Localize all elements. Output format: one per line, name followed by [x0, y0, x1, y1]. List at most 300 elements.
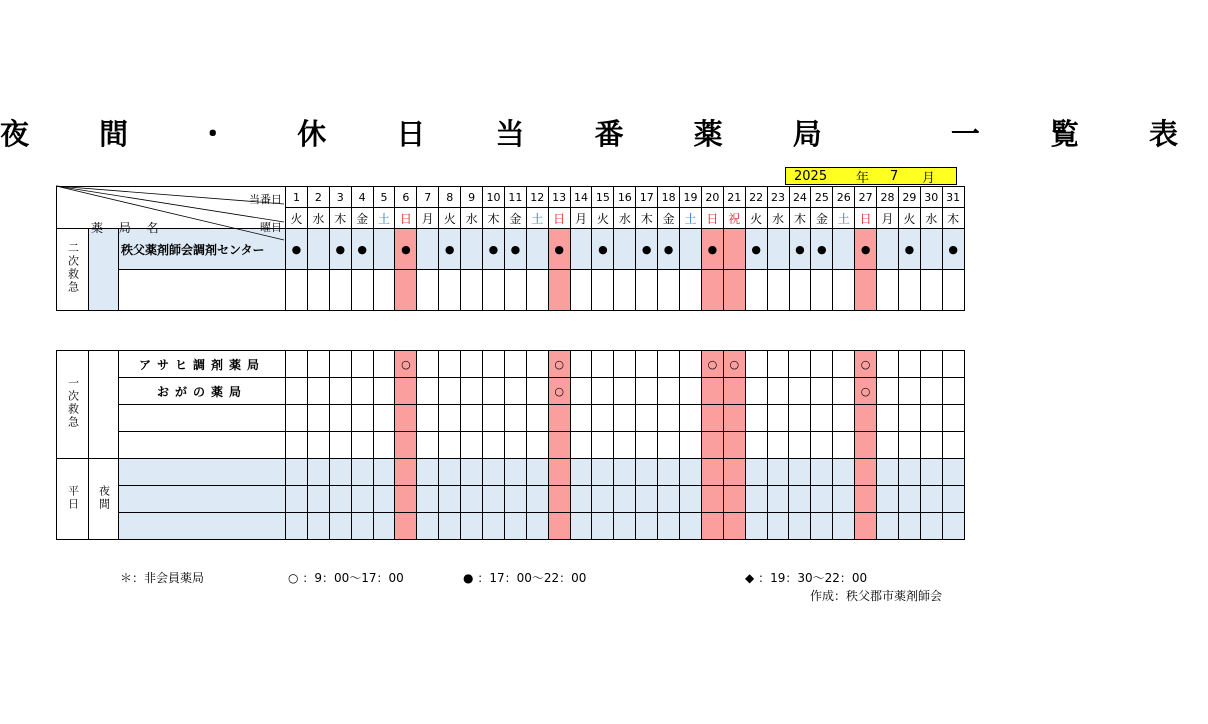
duty-cell — [767, 405, 789, 432]
duty-cell — [767, 229, 789, 270]
secondary-label — [57, 229, 89, 311]
duty-cell — [307, 432, 329, 459]
weekday-cell: 金 — [811, 208, 833, 229]
duty-cell — [439, 270, 461, 311]
duty-cell — [614, 486, 636, 513]
duty-cell — [439, 405, 461, 432]
duty-cell — [614, 513, 636, 540]
legend-ring — [288, 569, 404, 586]
duty-cell — [898, 432, 920, 459]
duty-cell — [658, 270, 680, 311]
duty-cell: ● — [789, 229, 811, 270]
duty-cell — [745, 270, 767, 311]
weekday-cell: 日 — [548, 208, 570, 229]
duty-cell — [636, 513, 658, 540]
duty-cell — [417, 432, 439, 459]
ring-symbol: ○ — [288, 571, 299, 585]
duty-cell — [636, 270, 658, 311]
duty-cell: ● — [701, 229, 723, 270]
duty-cell — [789, 459, 811, 486]
pharmacy-name — [119, 432, 286, 459]
duty-cell — [855, 405, 877, 432]
duty-cell — [548, 486, 570, 513]
duty-cell — [877, 351, 899, 378]
duty-cell — [745, 486, 767, 513]
duty-cell — [920, 351, 942, 378]
duty-cell — [855, 270, 877, 311]
duty-cell — [723, 486, 745, 513]
duty-cell — [614, 378, 636, 405]
duty-cell — [373, 405, 395, 432]
day-number: 1 — [286, 187, 308, 208]
duty-cell: ○ — [395, 351, 417, 378]
primary-row — [57, 378, 965, 405]
pharmacy-name — [119, 405, 286, 432]
duty-cell — [877, 513, 899, 540]
duty-cell — [636, 378, 658, 405]
duty-cell — [877, 459, 899, 486]
pharmacy-name: アサヒ調剤薬局 — [119, 351, 286, 378]
duty-cell — [592, 432, 614, 459]
duty-cell — [811, 513, 833, 540]
duty-cell — [395, 432, 417, 459]
duty-cell — [920, 513, 942, 540]
weekday-cell: 火 — [286, 208, 308, 229]
duty-cell — [767, 486, 789, 513]
weekday-cell: 木 — [942, 208, 964, 229]
duty-cell — [417, 351, 439, 378]
day-number: 24 — [789, 187, 811, 208]
duty-cell — [942, 270, 964, 311]
duty-cell — [526, 459, 548, 486]
duty-cell — [723, 378, 745, 405]
duty-cell — [789, 378, 811, 405]
day-number: 5 — [373, 187, 395, 208]
duty-cell — [636, 351, 658, 378]
duty-cell — [614, 351, 636, 378]
ring-time: ：9：00～17：00 — [302, 571, 404, 585]
duty-cell: ● — [942, 229, 964, 270]
duty-cell — [307, 378, 329, 405]
duty-cell — [877, 486, 899, 513]
duty-cell — [767, 432, 789, 459]
duty-cell — [286, 405, 308, 432]
duty-cell — [526, 486, 548, 513]
duty-cell — [329, 270, 351, 311]
day-number: 4 — [351, 187, 373, 208]
weekday-night-row — [57, 486, 965, 513]
duty-cell — [504, 513, 526, 540]
period-box — [785, 167, 957, 185]
duty-cell — [745, 459, 767, 486]
duty-cell — [898, 513, 920, 540]
weekday-cell: 月 — [877, 208, 899, 229]
duty-cell — [483, 486, 505, 513]
duty-cell — [898, 486, 920, 513]
duty-cell: ● — [483, 229, 505, 270]
duty-cell — [723, 405, 745, 432]
day-number: 21 — [723, 187, 745, 208]
duty-cell — [307, 486, 329, 513]
duty-cell — [417, 378, 439, 405]
duty-cell — [483, 513, 505, 540]
duty-cell — [461, 229, 483, 270]
duty-cell — [548, 459, 570, 486]
pharmacy-name — [119, 513, 286, 540]
duty-cell — [570, 270, 592, 311]
legend-dot — [463, 569, 586, 586]
day-number: 7 — [417, 187, 439, 208]
duty-cell — [373, 432, 395, 459]
duty-cell — [504, 459, 526, 486]
duty-cell — [877, 270, 899, 311]
duty-cell — [723, 270, 745, 311]
day-number: 27 — [855, 187, 877, 208]
weekday-cell: 木 — [789, 208, 811, 229]
header-diagonal-lines — [56, 186, 286, 240]
duty-cell — [920, 229, 942, 270]
duty-cell — [745, 513, 767, 540]
duty-cell — [439, 513, 461, 540]
duty-cell — [658, 459, 680, 486]
duty-cell: ● — [439, 229, 461, 270]
day-number: 29 — [898, 187, 920, 208]
duty-cell: ● — [592, 229, 614, 270]
night-label — [89, 459, 119, 540]
duty-cell: ● — [745, 229, 767, 270]
duty-cell — [614, 405, 636, 432]
duty-cell — [680, 229, 702, 270]
duty-cell — [395, 378, 417, 405]
weekday-label-text: 平日 — [66, 484, 80, 511]
duty-cell — [351, 270, 373, 311]
period-month-label: 月 — [922, 170, 936, 186]
duty-cell — [504, 270, 526, 311]
duty-cell — [680, 459, 702, 486]
duty-cell — [614, 270, 636, 311]
duty-cell — [373, 229, 395, 270]
duty-cell — [504, 432, 526, 459]
weekday-cell: 木 — [329, 208, 351, 229]
secondary-blank — [89, 229, 119, 311]
duty-cell — [833, 459, 855, 486]
duty-cell — [898, 351, 920, 378]
duty-cell — [286, 378, 308, 405]
weekday-cell: 日 — [395, 208, 417, 229]
duty-cell — [548, 405, 570, 432]
day-number: 15 — [592, 187, 614, 208]
day-number: 8 — [439, 187, 461, 208]
duty-cell — [680, 513, 702, 540]
duty-cell — [701, 378, 723, 405]
day-number: 18 — [658, 187, 680, 208]
duty-cell: ● — [395, 229, 417, 270]
duty-cell — [286, 459, 308, 486]
day-number: 9 — [461, 187, 483, 208]
duty-cell — [767, 378, 789, 405]
day-number: 20 — [701, 187, 723, 208]
weekday-cell: 水 — [614, 208, 636, 229]
pharmacy-name-label: 薬 局 名 — [91, 221, 165, 235]
nonmember-note: ＊：非会員薬局 — [120, 571, 205, 585]
duty-cell — [570, 229, 592, 270]
duty-cell — [307, 270, 329, 311]
day-number: 17 — [636, 187, 658, 208]
duty-cell — [373, 351, 395, 378]
duty-cell — [942, 405, 964, 432]
duty-cell — [920, 459, 942, 486]
duty-cell — [548, 513, 570, 540]
duty-cell — [570, 378, 592, 405]
duty-cell — [417, 513, 439, 540]
primary-label — [57, 351, 89, 459]
duty-cell — [329, 459, 351, 486]
weekday-night-row — [57, 459, 965, 486]
duty-cell — [877, 405, 899, 432]
duty-cell — [680, 432, 702, 459]
duty-cell — [351, 513, 373, 540]
weekday-cell: 月 — [417, 208, 439, 229]
duty-cell — [351, 378, 373, 405]
duty-cell — [526, 270, 548, 311]
duty-cell — [439, 351, 461, 378]
duty-cell — [307, 229, 329, 270]
duty-cell — [329, 432, 351, 459]
duty-cell: ○ — [548, 378, 570, 405]
duty-cell: ● — [636, 229, 658, 270]
duty-cell — [417, 405, 439, 432]
night-label-text: 夜間 — [97, 484, 111, 511]
duty-cell — [767, 513, 789, 540]
day-number: 3 — [329, 187, 351, 208]
weekday-cell: 水 — [307, 208, 329, 229]
duty-cell — [745, 378, 767, 405]
duty-cell — [636, 432, 658, 459]
day-number: 30 — [920, 187, 942, 208]
day-number: 2 — [307, 187, 329, 208]
duty-cell — [373, 513, 395, 540]
duty-cell — [855, 459, 877, 486]
dot-time: ：17：00～22：00 — [477, 571, 587, 585]
duty-cell — [877, 378, 899, 405]
duty-cell — [504, 351, 526, 378]
diamond-time: ：19：30～22：00 — [758, 571, 868, 585]
duty-cell — [417, 270, 439, 311]
duty-cell — [680, 486, 702, 513]
duty-cell — [461, 378, 483, 405]
duty-cell: ● — [811, 229, 833, 270]
duty-cell — [329, 378, 351, 405]
weekday-cell: 水 — [920, 208, 942, 229]
duty-cell — [701, 405, 723, 432]
duty-cell — [767, 351, 789, 378]
weekday-cell: 月 — [570, 208, 592, 229]
duty-cell — [307, 405, 329, 432]
duty-cell — [373, 378, 395, 405]
duty-cell — [855, 513, 877, 540]
duty-cell: ○ — [855, 351, 877, 378]
duty-cell — [658, 351, 680, 378]
duty-cell — [548, 270, 570, 311]
duty-cell: ● — [504, 229, 526, 270]
duty-cell — [439, 432, 461, 459]
legend-diamond — [745, 569, 867, 586]
period-year-label: 年 — [856, 170, 870, 186]
duty-cell — [461, 459, 483, 486]
duty-cell — [745, 405, 767, 432]
duty-cell: ● — [329, 229, 351, 270]
pharmacy-name: おがの薬局 — [119, 378, 286, 405]
duty-cell — [570, 513, 592, 540]
duty-cell — [833, 378, 855, 405]
day-number: 10 — [483, 187, 505, 208]
duty-cell — [614, 229, 636, 270]
duty-cell — [526, 229, 548, 270]
duty-cell — [942, 513, 964, 540]
duty-cell — [417, 229, 439, 270]
duty-cell — [570, 486, 592, 513]
duty-cell — [789, 513, 811, 540]
page-title: 夜 間 ・ 休 日 当 番 薬 局 一 覧 表 — [0, 117, 1208, 151]
duty-cell — [570, 405, 592, 432]
duty-cell — [286, 432, 308, 459]
duty-cell — [701, 486, 723, 513]
duty-cell: ● — [548, 229, 570, 270]
weekday-cell: 木 — [483, 208, 505, 229]
duty-cell — [833, 229, 855, 270]
duty-cell — [286, 270, 308, 311]
day-number: 14 — [570, 187, 592, 208]
duty-cell — [920, 486, 942, 513]
pharmacy-name — [119, 486, 286, 513]
duty-cell — [811, 432, 833, 459]
duty-cell — [636, 486, 658, 513]
duty-cell — [439, 459, 461, 486]
duty-cell — [417, 486, 439, 513]
diamond-symbol: ◆ — [745, 571, 755, 585]
author-note: 作成：秩父郡市薬剤師会 — [810, 589, 943, 603]
duty-cell — [942, 378, 964, 405]
duty-cell — [833, 351, 855, 378]
duty-cell: ○ — [723, 351, 745, 378]
duty-cell — [658, 378, 680, 405]
duty-cell — [658, 432, 680, 459]
duty-cell — [526, 405, 548, 432]
duty-cell — [592, 459, 614, 486]
duty-cell — [811, 486, 833, 513]
duty-cell — [483, 378, 505, 405]
duty-cell — [680, 270, 702, 311]
duty-cell — [833, 270, 855, 311]
duty-cell — [526, 432, 548, 459]
duty-cell — [307, 351, 329, 378]
duty-cell — [920, 405, 942, 432]
day-number: 31 — [942, 187, 964, 208]
duty-cell: ● — [351, 229, 373, 270]
duty-cell — [723, 432, 745, 459]
duty-cell — [833, 513, 855, 540]
weekday-cell: 日 — [701, 208, 723, 229]
duty-cell — [373, 459, 395, 486]
duty-cell — [592, 513, 614, 540]
duty-cell — [811, 351, 833, 378]
duty-cell — [789, 432, 811, 459]
duty-cell — [526, 513, 548, 540]
primary-row — [57, 432, 965, 459]
duty-cell — [461, 351, 483, 378]
weekday-cell: 金 — [504, 208, 526, 229]
weekday-cell: 土 — [373, 208, 395, 229]
duty-cell — [723, 513, 745, 540]
duty-cell — [592, 270, 614, 311]
duty-cell — [483, 432, 505, 459]
duty-cell — [286, 486, 308, 513]
duty-cell — [614, 459, 636, 486]
duty-cell — [439, 378, 461, 405]
duty-cell — [570, 459, 592, 486]
duty-cell — [833, 405, 855, 432]
duty-cell — [898, 405, 920, 432]
duty-cell — [745, 351, 767, 378]
duty-cell — [680, 351, 702, 378]
pharmacy-name — [119, 270, 286, 311]
duty-cell — [329, 486, 351, 513]
weekday-label — [57, 459, 89, 540]
duty-cell — [461, 405, 483, 432]
duty-cell — [701, 270, 723, 311]
duty-cell: ● — [855, 229, 877, 270]
weekday-cell: 火 — [592, 208, 614, 229]
duty-cell — [329, 405, 351, 432]
day-number: 28 — [877, 187, 899, 208]
duty-cell — [395, 513, 417, 540]
day-number: 13 — [548, 187, 570, 208]
duty-cell — [614, 432, 636, 459]
duty-cell — [483, 459, 505, 486]
duty-cell — [701, 432, 723, 459]
duty-cell — [395, 270, 417, 311]
weekday-cell: 祝 — [723, 208, 745, 229]
primary-row — [57, 351, 965, 378]
dot-symbol: ● — [463, 571, 474, 585]
day-number: 19 — [680, 187, 702, 208]
duty-cell — [636, 459, 658, 486]
duty-cell — [920, 378, 942, 405]
period-year: 2025 — [794, 168, 828, 184]
duty-cell — [898, 459, 920, 486]
duty-cell — [526, 378, 548, 405]
secondary-label-text: 二次救急 — [66, 242, 80, 294]
duty-cell — [286, 513, 308, 540]
duty-cell: ○ — [701, 351, 723, 378]
duty-cell — [723, 459, 745, 486]
day-number: 12 — [526, 187, 548, 208]
duty-cell — [833, 432, 855, 459]
duty-cell — [680, 378, 702, 405]
duty-cell — [658, 486, 680, 513]
duty-cell — [636, 405, 658, 432]
duty-cell — [329, 351, 351, 378]
duty-cell — [461, 513, 483, 540]
duty-cell — [504, 378, 526, 405]
duty-cell: ○ — [855, 378, 877, 405]
weekday-cell: 金 — [658, 208, 680, 229]
duty-cell — [373, 486, 395, 513]
duty-cell — [329, 513, 351, 540]
duty-cell: ● — [658, 229, 680, 270]
period-month: 7 — [890, 168, 899, 184]
duty-cell — [483, 405, 505, 432]
